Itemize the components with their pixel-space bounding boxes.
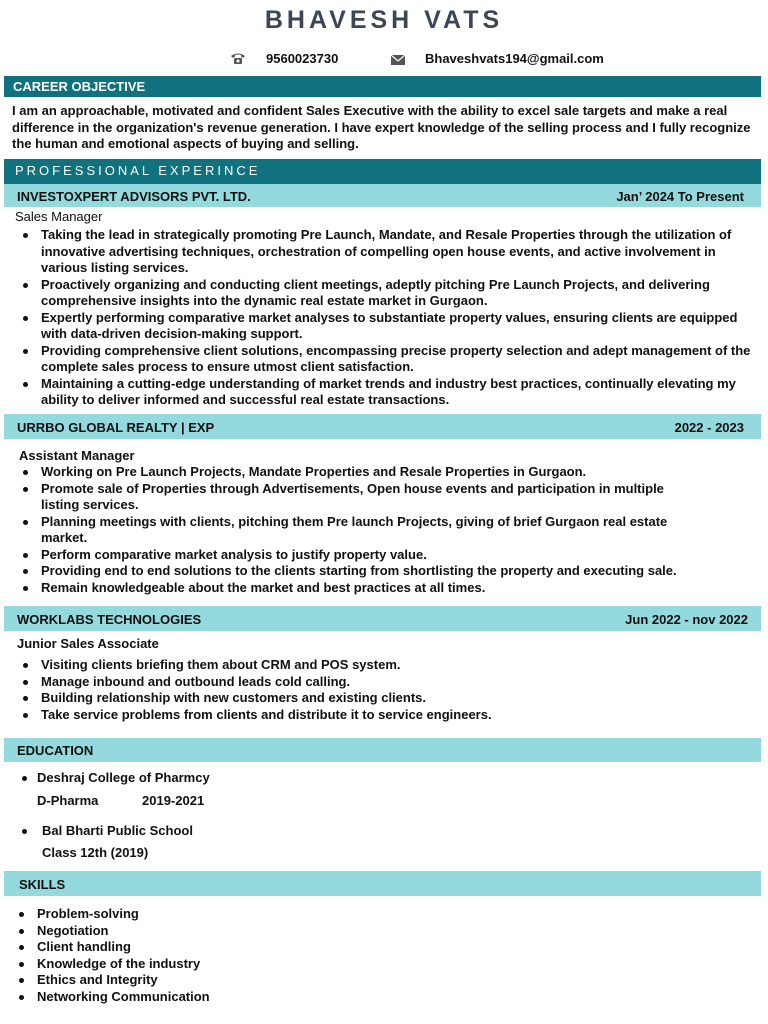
education-years: 2019-2021	[142, 793, 205, 808]
education-school: Deshraj College of Pharmcy	[37, 770, 210, 785]
job-role: Assistant Manager	[19, 448, 135, 463]
list-item: Take service problems from clients and distribute it to service engineers.	[15, 707, 763, 724]
list-item: Ethics and Integrity	[11, 972, 411, 989]
education-heading-label: EDUCATION	[17, 743, 94, 758]
list-item: Problem-solving	[11, 906, 411, 923]
list-item: Maintaining a cutting-edge understanding of market trends and industry best practices, continually elevating my ability to deliver informed and successful real estate transactions.	[15, 376, 763, 409]
phone-number[interactable]: 9560023730	[266, 51, 339, 66]
candidate-name: BHAVESH VATS	[264, 6, 504, 34]
job-dates: 2022 - 2023	[674, 420, 744, 435]
list-item: Taking the lead in strategically promoting Pre Launch, Mandate, and Resale Properties through the utilization of innovative advertising techniques, orchestration of compelling open house events, and active involvement in various listing services.	[15, 227, 763, 277]
bullet-dot	[22, 829, 27, 834]
contact-row	[0, 50, 768, 68]
education-school: Bal Bharti Public School	[42, 823, 193, 838]
list-item: Expertly performing comparative market analyses to substantiate property values, ensuring clients are equipped with data-driven decision-making support.	[15, 310, 763, 343]
company-name: URRBO GLOBAL REALTY | EXP	[17, 420, 215, 435]
education-degree: D-Pharma	[37, 793, 99, 808]
list-item: Promote sale of Properties through Advertisements, Open house events and participation in multiple listing services.	[15, 481, 695, 514]
education-heading	[4, 738, 761, 762]
education-detail: Class 12th (2019)	[42, 845, 149, 860]
list-item: Manage inbound and outbound leads cold calling.	[15, 674, 763, 691]
list-item: Client handling	[11, 939, 411, 956]
company-name: INVESTOXPERT ADVISORS PVT. LTD.	[17, 189, 251, 204]
list-item: Knowledge of the industry	[11, 956, 411, 973]
list-item: Proactively organizing and conducting client meetings, adeptly pitching Pre Launch Projects, and delivering comprehensive insights into the dynamic real estate market in Gurgaon.	[15, 277, 763, 310]
skills-heading	[4, 871, 761, 896]
job-bullets	[15, 227, 763, 409]
job-role: Junior Sales Associate	[17, 636, 159, 651]
job-bullets	[15, 657, 763, 723]
job-header	[4, 414, 761, 439]
job-dates: Jan’ 2024 To Present	[616, 189, 744, 204]
job-bullets	[15, 464, 695, 596]
list-item: Working on Pre Launch Projects, Mandate Properties and Resale Properties in Gurgaon.	[15, 464, 695, 481]
list-item: Remain knowledgeable about the market and best practices at all times.	[15, 580, 695, 597]
bullet-dot	[22, 776, 27, 781]
career-objective-heading: CAREER OBJECTIVE	[4, 76, 761, 97]
career-objective-text: I am an approachable, motivated and confident Sales Executive with the ability to excel sale targets and make a real difference in the organization's revenue generation. I have expert knowledge of the selling process and I fully recognize the human and emotional aspects of buying and selling.	[12, 103, 751, 151]
list-item: Providing end to end solutions to the clients starting from shortlisting the property and executing sale.	[15, 563, 695, 580]
skills-list	[11, 906, 411, 1005]
list-item: Building relationship with new customers and existing clients.	[15, 690, 763, 707]
professional-experience-heading: PROFESSIONAL EXPERINCE	[4, 159, 761, 184]
phone-icon	[230, 51, 246, 65]
list-item: Visiting clients briefing them about CRM and POS system.	[15, 657, 763, 674]
job-header	[4, 184, 761, 207]
list-item: Providing comprehensive client solutions, encompassing precise property selection and adept management of the complete sales process to ensure utmost client satisfaction.	[15, 343, 763, 376]
email-address[interactable]: Bhaveshvats194@gmail.com	[425, 51, 604, 66]
list-item: Perform comparative market analysis to justify property value.	[15, 547, 695, 564]
company-name: WORKLABS TECHNOLOGIES	[17, 612, 202, 627]
job-header	[4, 606, 761, 631]
list-item: Negotiation	[11, 923, 411, 940]
list-item: Networking Communication	[11, 989, 411, 1006]
job-dates: Jun 2022 - nov 2022	[625, 612, 748, 627]
envelope-icon	[391, 53, 407, 67]
skills-heading-label: SKILLS	[19, 877, 66, 892]
list-item: Planning meetings with clients, pitching them Pre launch Projects, giving of brief Gurgaon real estate market.	[15, 514, 695, 547]
job-role: Sales Manager	[15, 209, 103, 224]
